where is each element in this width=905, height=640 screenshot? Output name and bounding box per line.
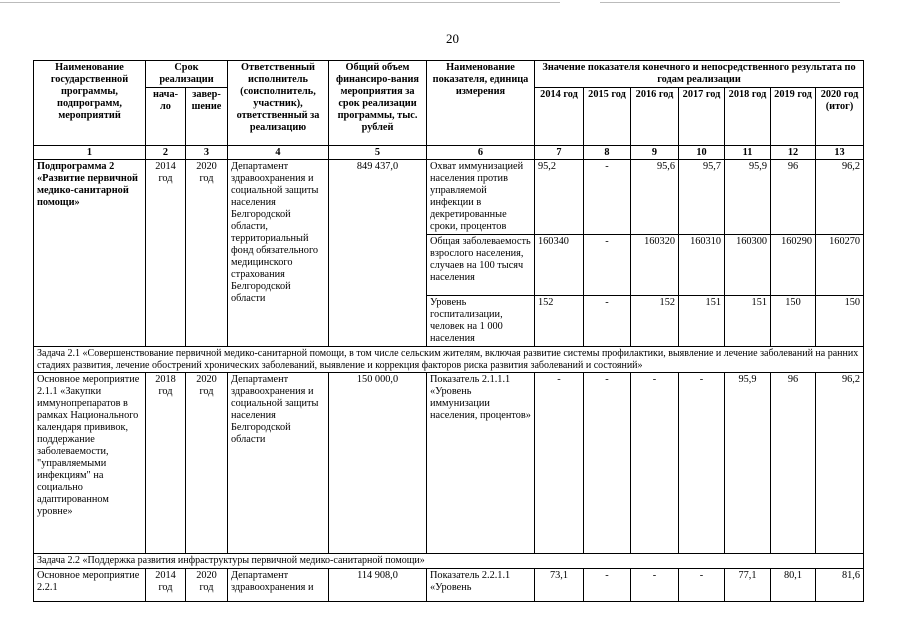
indicator-value: 160290 xyxy=(771,235,816,296)
col-num: 7 xyxy=(535,146,584,160)
measure-end: 2020 год xyxy=(186,373,228,554)
measure-name: Основное мероприятие 2.1.1 «Закупки иммунопрепаратов в рамках Национального календаря прививок, поддержание заболеваемости, "управляемыми инфекциям" на социально адаптированном уровне» xyxy=(34,373,146,554)
header-term: Срок реализации xyxy=(146,61,228,88)
measure-responsible: Департамент здравоохранения и социальной защиты населения Белгородской области xyxy=(228,373,329,554)
indicator-value: 151 xyxy=(725,296,771,347)
table-row xyxy=(34,373,864,554)
measure-financing: 150 000,0 xyxy=(329,373,427,554)
task-row xyxy=(34,347,864,373)
column-numbers-row xyxy=(34,146,864,160)
measure-value: 96,2 xyxy=(816,373,864,554)
header-name: Наименование государственной программы, подпрограмм, мероприятий xyxy=(34,61,146,146)
measure-start: 2014 год xyxy=(146,568,186,601)
indicator-name: Уровень госпитализации, человек на 1 000 населения xyxy=(427,296,535,347)
indicator-value: - xyxy=(584,160,631,235)
indicator-value: 96 xyxy=(771,160,816,235)
subprogram-financing: 849 437,0 xyxy=(329,160,427,347)
indicator-value: 95,2 xyxy=(535,160,584,235)
col-num: 2 xyxy=(146,146,186,160)
header-year-2014: 2014 год xyxy=(535,88,584,146)
header-values: Значение показателя конечного и непосредственного результата по годам реализации xyxy=(535,61,864,88)
header-row-1 xyxy=(34,61,864,88)
header-financing: Общий объем финансиро-вания мероприятия за срок реализации программы, тыс. рублей xyxy=(329,61,427,146)
col-num: 4 xyxy=(228,146,329,160)
indicator-value: - xyxy=(584,235,631,296)
measure-value: - xyxy=(584,373,631,554)
col-num: 1 xyxy=(34,146,146,160)
indicator-name: Общая заболеваемость взрослого населения, случаев на 100 тысяч населения xyxy=(427,235,535,296)
measure-indicator: Показатель 2.1.1.1 «Уровень иммунизации населения, процентов» xyxy=(427,373,535,554)
col-num: 10 xyxy=(679,146,725,160)
header-year-2019: 2019 год xyxy=(771,88,816,146)
task-2-1: Задача 2.1 «Совершенствование первичной медико-санитарной помощи, в том числе сельским жителям, включая развитие системы профилактики, выявление и лечение заболеваний на ранних стадиях развития, лечение обострений хронических заболеваний, выявление и коррекция факторов риска развития заболеваний и состояний» xyxy=(34,347,864,373)
indicator-value: 160320 xyxy=(631,235,679,296)
col-num: 13 xyxy=(816,146,864,160)
measure-end: 2020 год xyxy=(186,568,228,601)
subprogram-start: 2014 год xyxy=(146,160,186,347)
subprogram-end: 2020 год xyxy=(186,160,228,347)
col-num: 8 xyxy=(584,146,631,160)
header-responsible: Ответственный исполнитель (соисполнитель, участник), ответственный за реализацию xyxy=(228,61,329,146)
indicator-value: - xyxy=(584,296,631,347)
indicator-value: 152 xyxy=(535,296,584,347)
measure-responsible: Департамент здравоохранения и xyxy=(228,568,329,601)
header-year-2016: 2016 год xyxy=(631,88,679,146)
top-scan-line-right xyxy=(600,2,840,3)
measure-value: 81,6 xyxy=(816,568,864,601)
indicator-value: 96,2 xyxy=(816,160,864,235)
measure-value: 77,1 xyxy=(725,568,771,601)
header-end: завер-шение xyxy=(186,88,228,146)
subprogram-responsible: Департамент здравоохранения и социальной защиты населения Белгородской области, территориальный фонд обязательного медицинского страхования Белгородской области xyxy=(228,160,329,347)
indicator-value: 151 xyxy=(679,296,725,347)
measure-value: - xyxy=(535,373,584,554)
header-year-2015: 2015 год xyxy=(584,88,631,146)
col-num: 9 xyxy=(631,146,679,160)
col-num: 6 xyxy=(427,146,535,160)
measure-start: 2018 год xyxy=(146,373,186,554)
measure-value: 95,9 xyxy=(725,373,771,554)
table-row xyxy=(34,568,864,601)
measure-value: - xyxy=(679,568,725,601)
col-num: 3 xyxy=(186,146,228,160)
measure-value: - xyxy=(679,373,725,554)
subprogram-name: Подпрограмма 2 «Развитие первичной медико-санитарной помощи» xyxy=(34,160,146,347)
indicator-value: 95,7 xyxy=(679,160,725,235)
indicator-value: 95,6 xyxy=(631,160,679,235)
header-start: нача-ло xyxy=(146,88,186,146)
header-year-2017: 2017 год xyxy=(679,88,725,146)
measure-value: 73,1 xyxy=(535,568,584,601)
col-num: 5 xyxy=(329,146,427,160)
indicator-value: 160310 xyxy=(679,235,725,296)
indicator-name: Охват иммунизацией населения против управляемой инфекции в декретированные сроки, процентов xyxy=(427,160,535,235)
indicator-value: 150 xyxy=(816,296,864,347)
header-year-2020: 2020 год (итог) xyxy=(816,88,864,146)
measure-value: 96 xyxy=(771,373,816,554)
indicator-value: 152 xyxy=(631,296,679,347)
indicator-value: 160270 xyxy=(816,235,864,296)
program-table xyxy=(33,60,864,602)
table-row xyxy=(34,160,864,235)
col-num: 12 xyxy=(771,146,816,160)
measure-value: - xyxy=(584,568,631,601)
measure-name: Основное мероприятие 2.2.1 xyxy=(34,568,146,601)
col-num: 11 xyxy=(725,146,771,160)
top-scan-line xyxy=(0,2,560,3)
page-number: 20 xyxy=(446,31,459,46)
indicator-value: 150 xyxy=(771,296,816,347)
task-row xyxy=(34,554,864,569)
indicator-value: 160300 xyxy=(725,235,771,296)
header-year-2018: 2018 год xyxy=(725,88,771,146)
measure-indicator: Показатель 2.2.1.1 «Уровень xyxy=(427,568,535,601)
indicator-value: 95,9 xyxy=(725,160,771,235)
task-2-2: Задача 2.2 «Поддержка развития инфраструктуры первичной медико-санитарной помощи» xyxy=(34,554,864,569)
measure-financing: 114 908,0 xyxy=(329,568,427,601)
header-indicator: Наименование показателя, единица измерения xyxy=(427,61,535,146)
indicator-value: 160340 xyxy=(535,235,584,296)
measure-value: 80,1 xyxy=(771,568,816,601)
measure-value: - xyxy=(631,568,679,601)
measure-value: - xyxy=(631,373,679,554)
